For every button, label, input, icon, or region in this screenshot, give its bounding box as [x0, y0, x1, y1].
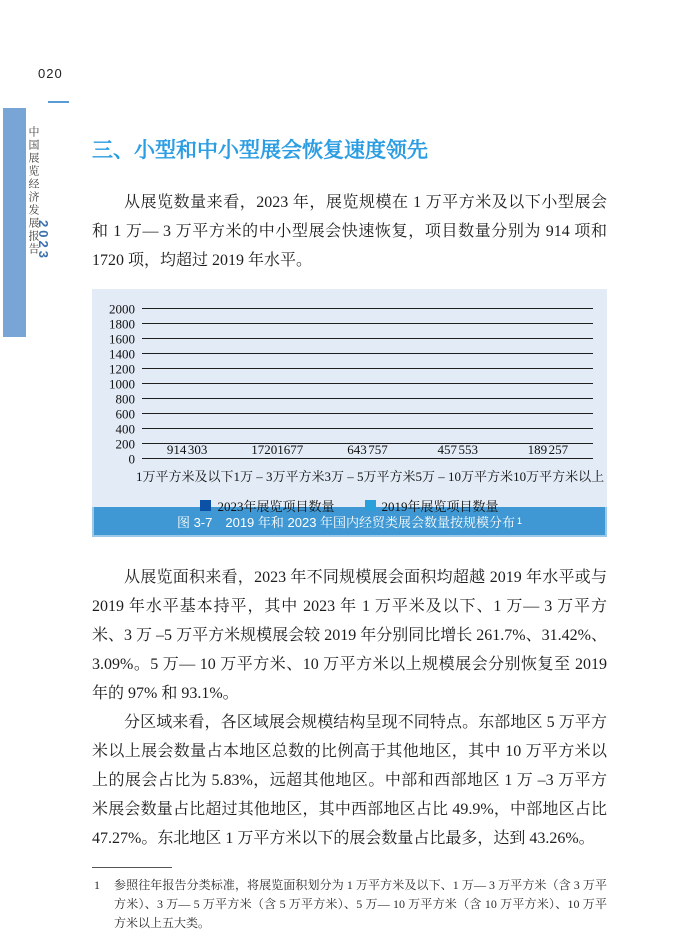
y-tick-label: 1400	[109, 346, 135, 362]
legend-label: 2019年展览项目数量	[381, 499, 499, 514]
footnote-body	[92, 876, 607, 933]
x-category-label: 1万平方米及以下	[136, 469, 234, 484]
bar-value-label: 914	[166, 442, 187, 457]
footnote-marker: 1	[94, 878, 100, 892]
paragraph-1: 从展览数量来看，2023 年，展览规模在 1 万平方米及以下小型展会和 1 万— 3 万平方米的中小型展会快速恢复，项目数量分别为 914 项和 1720 项，均超过 2019 年水平。	[92, 194, 607, 269]
bar-value-label: 257	[548, 442, 569, 457]
main-content	[92, 136, 607, 933]
legend-swatch	[365, 500, 376, 511]
bar-value-label: 1677	[277, 442, 304, 457]
y-tick-label: 800	[115, 391, 135, 407]
bar-wrap	[437, 442, 458, 459]
bar-wrap	[187, 442, 208, 459]
page-number-rule	[48, 101, 69, 103]
bar-value-label: 757	[368, 442, 388, 457]
footnote-rule	[92, 867, 172, 868]
paragraph-2: 从展览面积来看，2023 年不同规模展会面积均超越 2019 年水平或与 2019 年水平基本持平，其中 2023 年 1 万平米及以下、1 万— 3 万平方米、3 万 –5 万平方米规模展会较 2019 年分别同比增长 261.7%、31.42%、3.09%。5 万— 10 万平方米、10 万平方米以上规模展会分别恢复至 2019 年的 97% 和 93.1%。	[92, 569, 607, 702]
x-category-label: 1万 – 3万平方米	[233, 469, 325, 484]
y-tick-label: 2000	[109, 301, 135, 317]
bar-value-label: 457	[437, 442, 457, 457]
y-tick-label: 0	[128, 451, 135, 467]
y-tick-label: 1600	[109, 331, 135, 347]
footnote	[92, 867, 607, 933]
x-category-label: 5万 – 10万平方米	[415, 469, 514, 484]
bar-group	[503, 309, 593, 459]
bar-value-label: 303	[187, 442, 208, 457]
bar-value-label: 189	[527, 442, 548, 457]
footnote-text: 参照往年报告分类标准，将展览面积划分为 1 万平方米及以下、1 万— 3 万平方米（含 3 万平方米）、3 万— 5 万平方米（含 5 万平方米）、5 万— 10 万平方米（含 10 万平方米）、10 万平方米以上五大类。	[114, 878, 607, 930]
bar-group	[142, 309, 232, 459]
bar-group	[413, 309, 503, 459]
y-tick-label: 1200	[109, 361, 135, 377]
legend-swatch	[200, 500, 211, 511]
bar-wrap	[277, 442, 303, 459]
chart-panel	[92, 289, 607, 514]
bar-value-label: 643	[347, 442, 367, 457]
sidebar-accent-bar	[3, 108, 26, 337]
page-number: 020	[38, 66, 63, 81]
bar-wrap	[347, 442, 368, 459]
bar-groups	[142, 309, 593, 459]
figure-caption	[92, 507, 607, 537]
chart-x-axis-labels	[136, 466, 605, 485]
figure-caption-text: 图 3-7 2019 年和 2023 年国内经贸类展会数量按规模分布	[176, 514, 516, 530]
paragraph-3: 分区域来看，各区域展会规模结构呈现不同特点。东部地区 5 万平方米以上展会数量占本地区总数的比例高于其他地区，其中 10 万平方米以上的展会占比为 5.83%，远超其他地区。中部和西部地区 1 万 –3 万平方米展会数量占比超过其他地区，其中西部地区占比 49.9%，中部地区占比 47.27%。东北地区 1 万平方米以下的展会数量占比最多，达到 43.26%。	[92, 714, 607, 847]
bar-wrap	[527, 442, 548, 459]
figure-3-7	[92, 289, 607, 537]
y-tick-label: 1000	[109, 376, 135, 392]
sidebar-book-title: 中国展览经济发展报告	[27, 126, 39, 256]
bar-wrap	[548, 442, 569, 459]
section-heading: 三、小型和中小型展会恢复速度领先	[92, 139, 428, 162]
bar-value-label: 553	[458, 442, 478, 457]
y-tick-label: 200	[115, 436, 135, 452]
sidebar-year: 2023	[36, 220, 51, 261]
figure-caption-footnote-ref: 1	[517, 516, 523, 526]
x-category-label: 10万平方米以上	[513, 469, 605, 484]
y-tick-label: 1800	[109, 316, 135, 332]
y-tick-label: 400	[115, 421, 135, 437]
chart-plot-area	[109, 301, 593, 467]
x-category-label: 3万 – 5万平方米	[324, 469, 416, 484]
bar-group	[232, 309, 322, 459]
y-tick-label: 600	[115, 406, 135, 422]
legend-label: 2023年展览项目数量	[217, 499, 335, 514]
bar-value-label: 1720	[251, 442, 278, 457]
bar-wrap	[166, 442, 187, 459]
bar-wrap	[458, 442, 479, 459]
bar-group	[322, 309, 412, 459]
bar-wrap	[251, 442, 277, 459]
bar-wrap	[368, 442, 389, 459]
